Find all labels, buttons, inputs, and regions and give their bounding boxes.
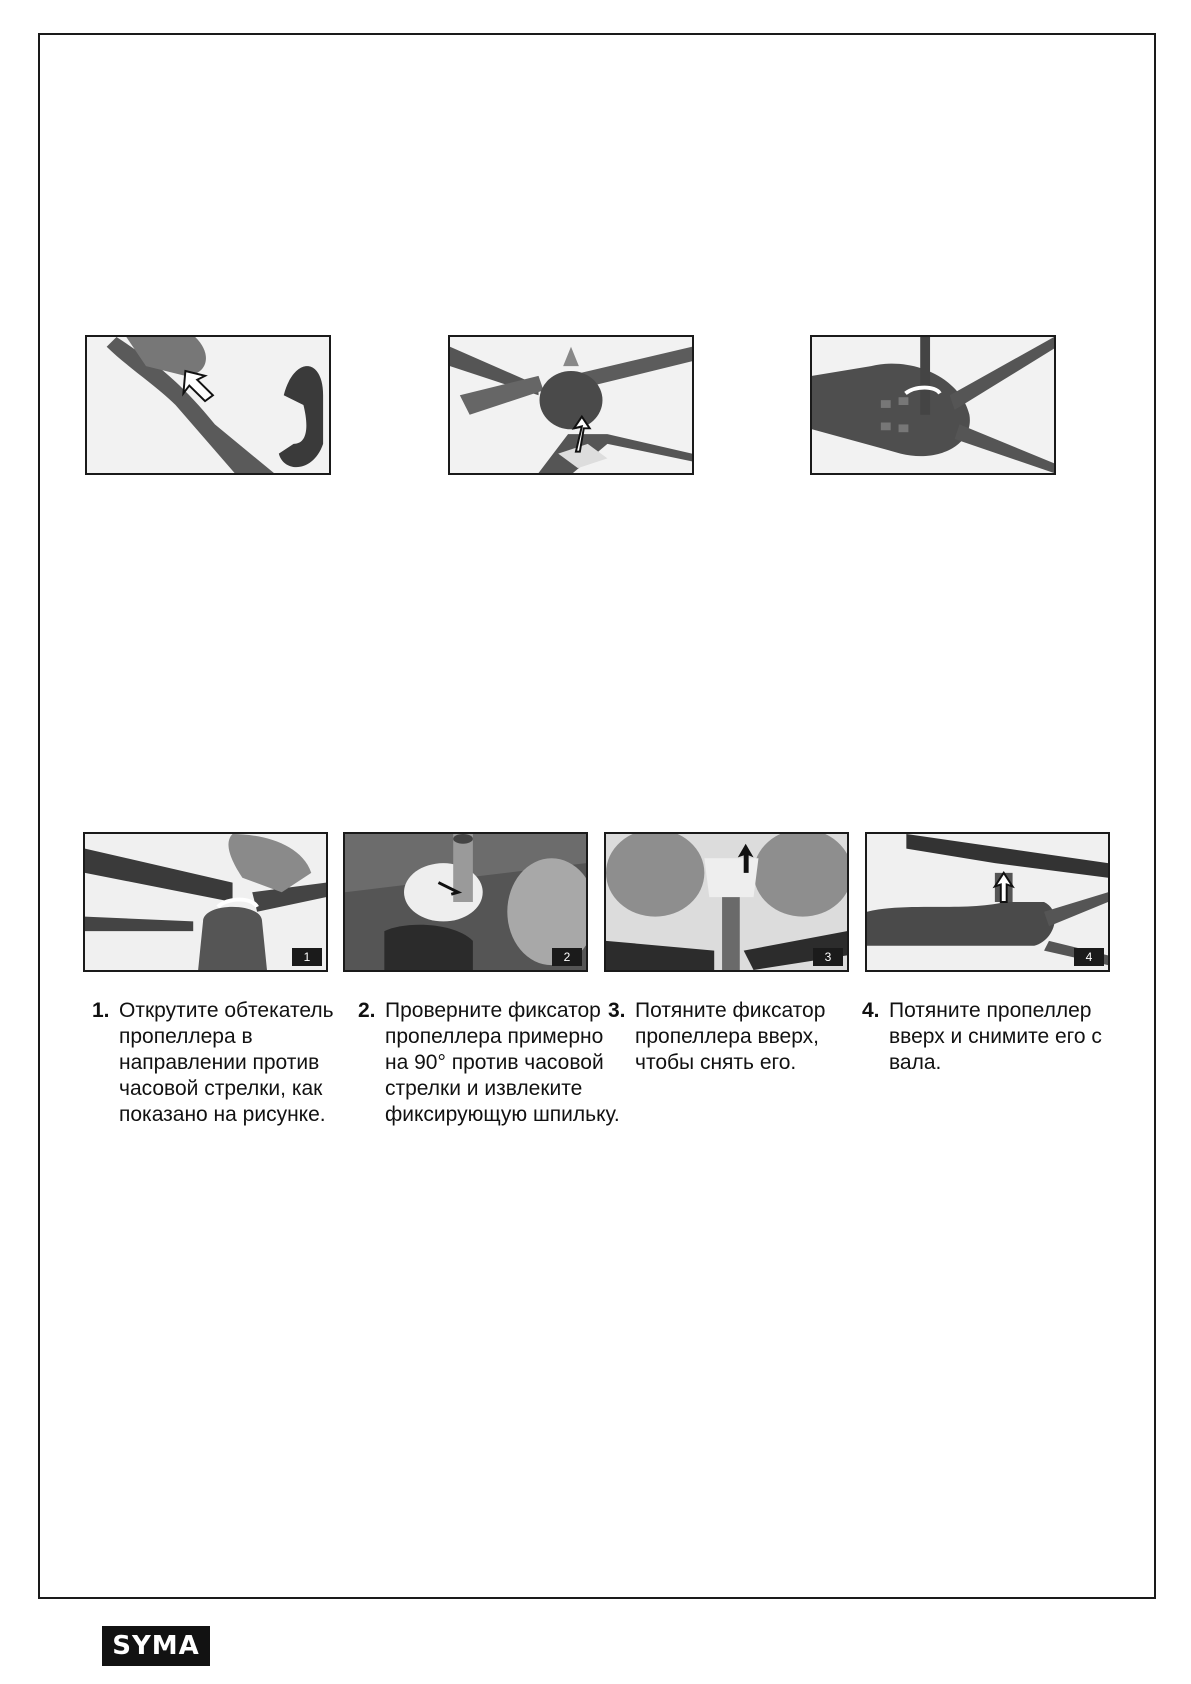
step-photo-3 xyxy=(604,832,849,972)
step-4-number: 4. xyxy=(862,999,880,1022)
illustration-top-2 xyxy=(448,335,694,475)
step-photo-2 xyxy=(343,832,588,972)
step-photo-4 xyxy=(865,832,1110,972)
step-3-number: 3. xyxy=(608,999,626,1022)
step-1-text: Открутите обтекатель пропеллера в направлении против часовой стрелки, как показано на рисунке. xyxy=(119,999,334,1126)
step-1 xyxy=(92,998,342,1128)
illustration-top-3 xyxy=(810,335,1056,475)
illustration-top-1 xyxy=(85,335,331,475)
step-2-number: 2. xyxy=(358,999,376,1022)
step-2 xyxy=(358,998,620,1128)
logo-text: SYMA xyxy=(112,1631,200,1661)
photo-number-4: 4 xyxy=(1074,948,1104,966)
step-photo-1 xyxy=(83,832,328,972)
photo-number-2: 2 xyxy=(552,948,582,966)
step-4 xyxy=(862,998,1124,1076)
step-4-text: Потяните пропеллер вверх и снимите его с вала. xyxy=(889,999,1102,1074)
step-2-text: Проверните фиксатор пропеллера примерно на 90° против часовой стрелки и извлеките фиксирующую шпильку. xyxy=(385,999,620,1126)
step-3-text: Потяните фиксатор пропеллера вверх, чтобы снять его. xyxy=(635,999,826,1074)
syma-logo xyxy=(102,1626,210,1666)
page-frame xyxy=(38,33,1156,1599)
step-1-number: 1. xyxy=(92,999,110,1022)
step-3 xyxy=(608,998,858,1076)
photo-number-3: 3 xyxy=(813,948,843,966)
photo-number-1: 1 xyxy=(292,948,322,966)
